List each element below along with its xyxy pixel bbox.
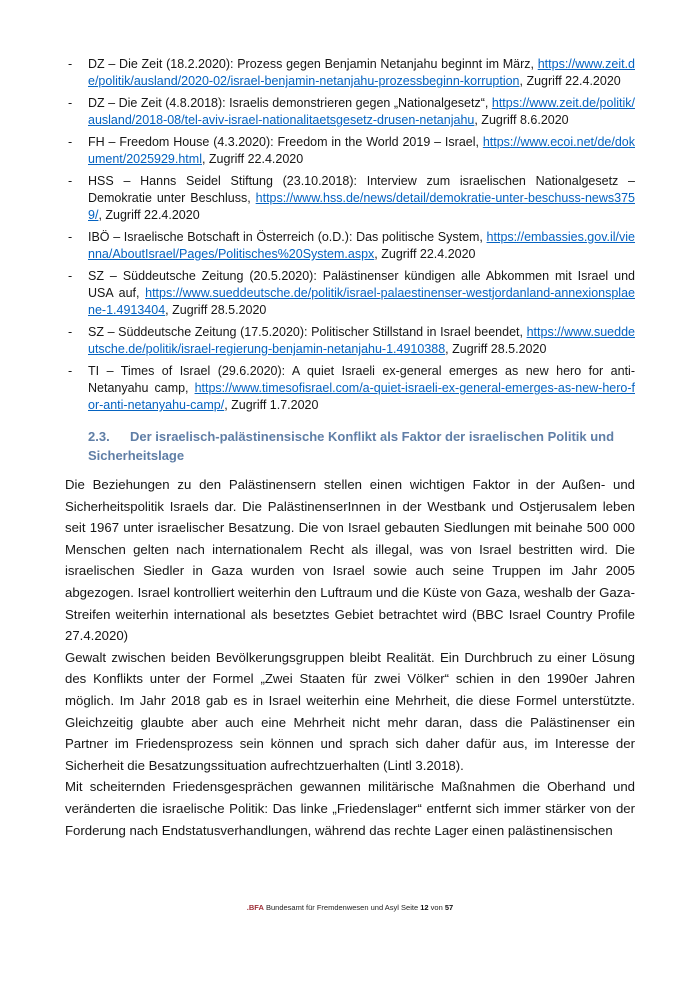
sources-list [65, 56, 635, 414]
source-hyperlink[interactable]: https://www.zeit.de/politik/ausland/2020-02/israel-benjamin-netanjahu-prozessbeginn-korruption [88, 57, 635, 88]
source-text: , Zugriff 22.4.2020 [201, 152, 304, 166]
bullet-dash-icon: - [68, 96, 73, 110]
source-text: , Zugriff 28.5.2020 [445, 342, 547, 356]
paragraph-1: Die Beziehungen zu den Palästinensern stellen einen wichtigen Faktor in der Außen- und Sicherheitspolitik Israels dar. Die PalästinenserInnen in der Westbank und Ostjerusalem leben seit 1967 unter israelischer Besatzung. Die von Israel gebauten Siedlungen mit beinahe 500 000 Menschen gelten nach internationalem Recht als illegal, was von Israel bestritten wird. Die israelischen Siedler in Gaza wurden von Israel sowie auch seine Truppen im Jahr 2005 abgezogen. Israel kontrolliert weiterhin den Luftraum und die Küste von Gaza, weshalb der Gaza-Streifen weiterhin international als besetztes Gebiet betrachtet wird (BBC Israel Country Profile 27.4.2020) [65, 477, 635, 644]
source-hyperlink[interactable]: https://www.ecoi.net/de/dokument/2025929.html [88, 135, 635, 166]
bullet-dash-icon: - [68, 230, 73, 244]
body-text [65, 474, 635, 841]
source-hyperlink[interactable]: https://embassies.gov.il/vienna/AboutIsrael/Pages/Politisches%20System.aspx [88, 230, 635, 261]
footer-page-label: Seite [401, 903, 421, 912]
footer-org-name: Bundesamt für Fremdenwesen und Asyl [263, 903, 402, 912]
source-item [65, 363, 635, 414]
bullet-dash-icon: - [68, 57, 73, 71]
footer-logo-dot: . [246, 903, 249, 912]
bullet-dash-icon: - [68, 135, 73, 149]
source-item [65, 134, 635, 168]
source-text: , Zugriff 22.4.2020 [98, 208, 200, 222]
source-text: DZ – Die Zeit (18.2.2020): Prozess gegen Benjamin Netanjahu beginnt im März, [88, 57, 538, 71]
source-text: HSS – Hanns Seidel Stiftung (23.10.2018): Interview zum israelischen Nationalgesetz – Demokratie unter Beschluss, [88, 174, 635, 205]
source-text: TI – Times of Israel (29.6.2020): A quiet Israeli ex-general emerges as new hero for anti-Netanyahu camp, [88, 364, 635, 395]
source-text: DZ – Die Zeit (4.8.2018): Israelis demonstrieren gegen „Nationalgesetz“, [88, 96, 492, 110]
source-item [65, 95, 635, 129]
section-number: 2.3. [88, 429, 110, 444]
bullet-dash-icon: - [68, 174, 73, 188]
source-text: IBÖ – Israelische Botschaft in Österreich (o.D.): Das politische System, [88, 230, 487, 244]
source-text: SZ – Süddeutsche Zeitung (20.5.2020): Palästinenser kündigen alle Abkommen mit Israel und USA auf, [88, 269, 635, 300]
section-heading [88, 428, 635, 465]
bullet-dash-icon: - [68, 364, 73, 378]
paragraph-3: Mit scheiternden Friedensgesprächen gewannen militärische Maßnahmen die Oberhand und veränderten die israelische Politik: Das linke „Friedenslager“ entfernt sich immer stärker von der Forderung nach Endstatusverhandlungen, während das rechte Lager einen palästinensischen [65, 779, 635, 838]
source-hyperlink[interactable]: https://www.hss.de/news/detail/demokratie-unter-beschuss-news3759/ [88, 191, 635, 222]
source-item [65, 56, 635, 90]
footer-page-number: 12 [420, 903, 429, 912]
section-title: Der israelisch-palästinensische Konflikt als Faktor der israelischen Politik und Sicherheitslage [88, 429, 615, 463]
source-hyperlink[interactable]: https://www.timesofisrael.com/a-quiet-israeli-ex-general-emerges-as-new-hero-for-anti-netanyahu-camp/ [88, 381, 635, 412]
source-item [65, 173, 635, 224]
bullet-dash-icon: - [68, 325, 73, 339]
source-item [65, 229, 635, 263]
bullet-dash-icon: - [68, 269, 73, 283]
page-footer [0, 903, 700, 913]
source-text: , Zugriff 8.6.2020 [474, 113, 569, 127]
source-hyperlink[interactable]: https://www.sueddeutsche.de/politik/israel-regierung-benjamin-netanjahu-1.4910388 [88, 325, 635, 356]
footer-of-label: von [428, 903, 445, 912]
source-item [65, 324, 635, 358]
source-hyperlink[interactable]: https://www.zeit.de/politik/ausland/2018-08/tel-aviv-israel-nationalitaetsgesetz-drusen-netanjahu [88, 96, 635, 127]
source-text: , Zugriff 28.5.2020 [165, 303, 267, 317]
source-text: SZ – Süddeutsche Zeitung (17.5.2020): Politischer Stillstand in Israel beendet, [88, 325, 527, 339]
footer-total-pages: 57 [444, 903, 454, 912]
source-item [65, 268, 635, 319]
footer-logo-bfa: BFA [248, 903, 264, 912]
source-text: , Zugriff 22.4.2020 [519, 74, 621, 88]
source-text: FH – Freedom House (4.3.2020): Freedom in the World 2019 – Israel, [88, 135, 483, 149]
source-text: , Zugriff 1.7.2020 [224, 398, 319, 412]
source-hyperlink[interactable]: https://www.sueddeutsche.de/politik/israel-palaestinenser-westjordanland-annexionsplaene-1.4913404 [88, 286, 635, 317]
source-text: , Zugriff 22.4.2020 [374, 247, 476, 261]
paragraph-2: Gewalt zwischen beiden Bevölkerungsgruppen bleibt Realität. Ein Durchbruch zu einer Lösung des Konflikts unter der Formel „Zwei Staaten für zwei Völker“ schien in den 1990er Jahren möglich. Im Jahr 2018 gab es in Israel weiterhin eine Mehrheit, die diese Formel unterstützte. Gleichzeitig glaubte aber auch eine Mehrheit nicht mehr daran, dass die Palästinenser ein Partner im Friedensprozess sein können und sprach sich daher dafür aus, im Interesse der Sicherheit die Besatzungssituation aufrechtzuerhalten (Lintl 3.2018). [65, 649, 635, 773]
